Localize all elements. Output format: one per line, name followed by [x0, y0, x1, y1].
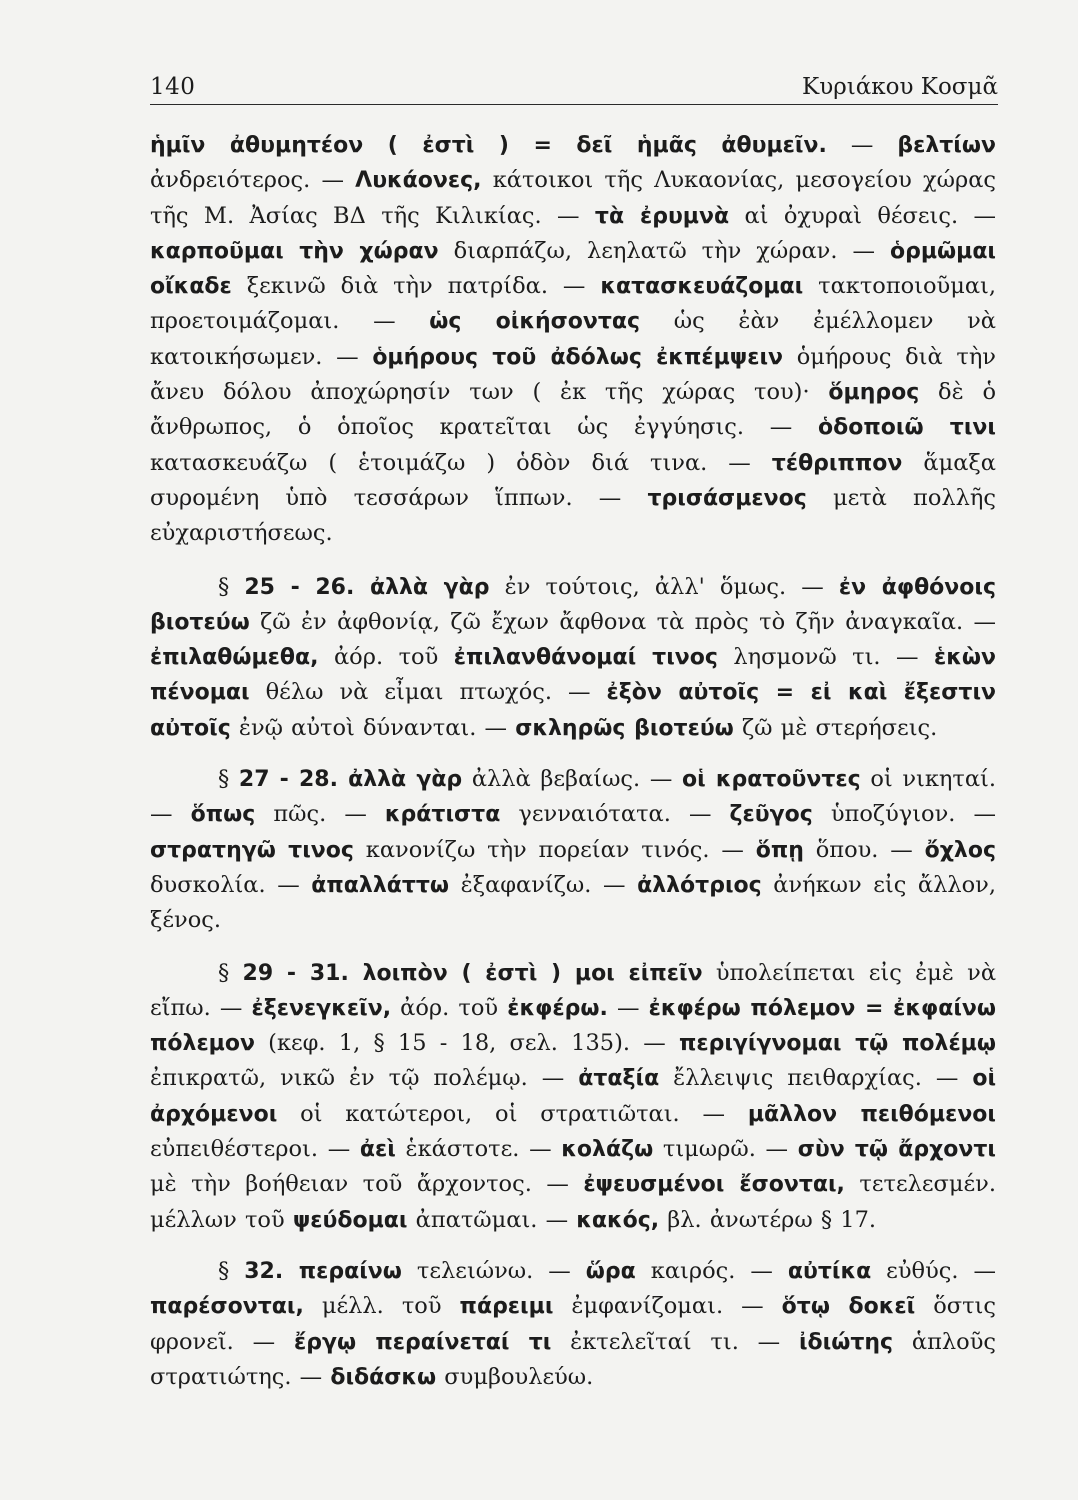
- gloss-text: ζῶ μὲ στερήσεις.: [733, 714, 938, 741]
- page-number: 140: [150, 74, 196, 100]
- gloss-text: μὲ τὴν βοήθειαν τοῦ ἄρχοντος. —: [150, 1171, 584, 1198]
- gloss-text: ἔλλειψις πειθαρχίας. —: [659, 1065, 973, 1092]
- gloss-text: θέλω νὰ εἶμαι πτωχός. —: [249, 679, 607, 706]
- lemma-term: οἱ κρατοῦντες: [682, 767, 861, 793]
- lemma-term: καρποῦμαι τὴν χώραν: [150, 238, 439, 264]
- lemma-term: ὅμηρος: [828, 380, 920, 406]
- gloss-text: ἀόρ. τοῦ: [318, 644, 454, 671]
- lemma-term: περιγίγνομαι τῷ πολέμῳ: [678, 1031, 996, 1057]
- lemma-term: ἑκὼν πένομαι: [150, 645, 997, 706]
- lemma-term: ἐκφέρω πόλεμον = ἐκφαίνω πόλεμον: [150, 995, 997, 1057]
- gloss-text: μέλλ. τοῦ: [303, 1293, 460, 1320]
- lemma-term: ὥρα: [585, 1258, 636, 1284]
- lemma-term: διδάσκω: [330, 1364, 437, 1390]
- gloss-text: ἀπατῶμαι. —: [407, 1206, 577, 1233]
- gloss-text: ἐξαφανίζω. —: [449, 871, 638, 898]
- lemma-term: ἐπιλαθώμεθα,: [150, 645, 319, 671]
- lemma-term: Λυκάονες,: [355, 168, 482, 194]
- lemma-term: πάρειμι: [459, 1294, 554, 1320]
- gloss-text: ἀλλὰ βεβαίως. —: [462, 766, 682, 793]
- gloss-text: μετὰ πολλῆς εὐχαριστήσεως.: [150, 484, 996, 547]
- lemma-term: 32. περαίνω: [244, 1258, 402, 1284]
- lemma-term: 27 - 28. ἀλλὰ γὰρ: [238, 767, 463, 793]
- lemma-term: ὄχλος: [924, 837, 996, 863]
- lemma-term: ἐξὸν αὐτοῖς = εἰ καὶ ἔξεστιν αὐτοῖς: [150, 680, 997, 741]
- gloss-text: δὲ ὁ ἄνθρωπος, ὁ ὁποῖος κρατεῖται ὡς ἐγγύησις. —: [150, 379, 996, 441]
- gloss-text: κανονίζω τὴν πορείαν τινός. —: [353, 836, 756, 863]
- lemma-term: μᾶλλον πειθόμενοι: [747, 1101, 996, 1127]
- gloss-text: ἀνήκων εἰς ἄλλον, ξένος.: [150, 871, 996, 934]
- gloss-text: ἀνδρειότερος. —: [150, 167, 356, 194]
- lemma-term: ὁμήρους τοῦ ἀδόλως ἐκπέμψειν: [372, 344, 784, 370]
- lemma-term: ἐπιλανθάνομαί τινος: [453, 645, 718, 671]
- lemma-term: κακός,: [576, 1207, 660, 1233]
- gloss-text: ἐκτελεῖταί τι. —: [551, 1328, 799, 1355]
- page-header: [150, 64, 998, 105]
- gloss-text: ξεκινῶ διὰ τὴν πατρίδα. —: [231, 273, 601, 300]
- gloss-text: ζῶ ἐν ἀφθονίᾳ, ζῶ ἔχων ἄφθονα τὰ πρὸς τὸ ζῆν ἀναγκαῖα. —: [249, 608, 996, 635]
- lemma-term: ὁδοποιῶ τινι: [818, 415, 996, 441]
- lemma-term: ἀπαλλάττω: [311, 872, 450, 898]
- lemma-term: τέθριππον: [771, 450, 903, 476]
- gloss-text: —: [607, 994, 649, 1021]
- gloss-text: λησμονῶ τι. —: [717, 644, 935, 671]
- gloss-text: ὅστις φρονεῖ. —: [150, 1293, 996, 1355]
- lemma-term: ὡς οἰκήσοντας: [429, 309, 641, 335]
- gloss-text: συμβουλεύω.: [436, 1363, 594, 1390]
- page-body: [150, 128, 996, 1395]
- gloss-text: ἐνῷ αὐτοὶ δύνανται. —: [230, 714, 516, 741]
- gloss-text: ὅπου. —: [803, 836, 925, 863]
- gloss-text: τιμωρῶ. —: [653, 1136, 798, 1163]
- gloss-text: καιρός. —: [635, 1257, 788, 1284]
- gloss-text: τακτοποιοῦμαι, προετοιμάζομαι. —: [150, 273, 996, 335]
- lemma-term: οἱ ἀρχόμενοι: [150, 1066, 997, 1127]
- lemma-term: σὺν τῷ ἄρχοντι: [797, 1137, 996, 1163]
- lemma-term: στρατηγῶ τινος: [150, 837, 354, 863]
- lemma-term: ἀταξία: [578, 1066, 660, 1092]
- lemma-term: τρισάσμενος: [647, 485, 807, 511]
- lemma-term: παρέσονται,: [150, 1294, 304, 1320]
- gloss-text: διαρπάζω, λεηλατῶ τὴν χώραν. —: [438, 237, 890, 264]
- gloss-text: (κεφ. 1, § 15 - 18, σελ. 135). —: [254, 1030, 679, 1057]
- lemma-term: αὐτίκα: [787, 1258, 872, 1284]
- gloss-text: §: [218, 573, 245, 600]
- gloss-text: §: [218, 959, 243, 986]
- lemma-term: ἀεὶ: [359, 1137, 396, 1163]
- lemma-term: ὅπῃ: [755, 837, 804, 863]
- gloss-text: ἀόρ. τοῦ: [391, 994, 508, 1021]
- gloss-text: —: [826, 132, 898, 158]
- gloss-text: ὁμήρους διὰ τὴν ἄνευ δόλου ἀποχώρησίν των ( ἐκ τῆς χώρας του)·: [150, 343, 996, 406]
- paragraph-section-25-26: [150, 570, 996, 746]
- gloss-text: ἐμφανίζομαι. —: [553, 1293, 782, 1320]
- gloss-text: ἐν τούτοις, ἀλλ' ὅμως. —: [489, 573, 839, 600]
- gloss-text: πῶς. —: [255, 801, 385, 828]
- lemma-term: βελτίων: [897, 133, 996, 158]
- lemma-term: ἐν ἀφθόνοις βιοτεύω: [150, 574, 997, 635]
- gloss-text: βλ. ἀνωτέρω § 17.: [659, 1206, 877, 1233]
- lemma-term: ὅπως: [190, 802, 256, 828]
- gloss-text: ἐπικρατῶ, νικῶ ἐν τῷ πολέμῳ. —: [150, 1065, 579, 1092]
- lemma-term: ἐξενεγκεῖν,: [251, 995, 392, 1021]
- gloss-text: ὑπολείπεται εἰς ἐμὲ νὰ εἴπω. —: [150, 959, 997, 1021]
- lemma-term: ἰδιώτης: [798, 1329, 894, 1355]
- gloss-text: οἱ νικηταί. —: [150, 766, 997, 828]
- paragraph-section-29-31: [150, 956, 996, 1238]
- lemma-term: ἔργῳ περαίνεταί τι: [293, 1329, 552, 1355]
- gloss-text: ἁπλοῦς στρατιώτης. —: [150, 1328, 996, 1390]
- lemma-term: τὰ ἐρυμνὰ: [594, 203, 730, 229]
- lemma-term: ὁρμῶμαι οἴκαδε: [150, 238, 996, 300]
- lemma-term: ἐκφέρω.: [507, 995, 608, 1021]
- lemma-term: 25 - 26. ἀλλὰ γὰρ: [244, 574, 490, 600]
- gloss-text: ἑκάστοτε. —: [395, 1136, 562, 1163]
- gloss-text: εὐθύς. —: [871, 1257, 996, 1284]
- gloss-text: κάτοικοι τῆς Λυκαονίας, μεσογείου χώρας τῆς Μ. Ἀσίας ΒΔ τῆς Κιλικίας. —: [150, 167, 996, 229]
- paragraph-section-27-28: [150, 762, 996, 938]
- paragraph-section-32: [150, 1254, 996, 1395]
- gloss-text: δυσκολία. —: [150, 871, 312, 898]
- gloss-text: τελειώνω. —: [401, 1257, 586, 1284]
- gloss-text: ὡς ἐὰν ἐμέλλομεν νὰ κατοικήσωμεν. —: [150, 308, 996, 370]
- running-head: Κυριάκου Κοσμᾶ: [802, 74, 998, 100]
- gloss-text: §: [218, 1257, 245, 1284]
- lemma-term: σκληρῶς βιοτεύω: [515, 715, 734, 741]
- gloss-text: ὑποζύγιον. —: [812, 801, 996, 828]
- lemma-term: ἀλλότριος: [637, 872, 762, 898]
- gloss-text: γενναιότατα. —: [500, 801, 730, 828]
- gloss-text: οἱ κατώτεροι, οἱ στρατιῶται. —: [277, 1100, 748, 1127]
- lemma-term: κατασκευάζομαι: [600, 274, 804, 300]
- lemma-term: ἡμῖν ἀθυμητέον ( ἐστὶ ) = δεῖ ἡμᾶς ἀθυμεῖν.: [150, 133, 827, 158]
- gloss-text: ἅμαξα συρομένη ὑπὸ τεσσάρων ἵππων. —: [150, 449, 996, 511]
- gloss-text: αἱ ὀχυραὶ θέσεις. —: [729, 202, 997, 229]
- lemma-term: 29 - 31. λοιπὸν ( ἐστὶ ) μοι εἰπεῖν: [242, 960, 703, 986]
- lemma-term: κράτιστα: [384, 802, 501, 828]
- lemma-term: ἐψευσμένοι ἔσονται,: [583, 1172, 845, 1198]
- gloss-text: τετελεσμέν. μέλλων τοῦ: [150, 1171, 996, 1233]
- gloss-text: §: [218, 766, 239, 793]
- paragraph-commentary-intro: [150, 128, 996, 552]
- lemma-term: ζεῦγος: [729, 802, 813, 828]
- lemma-term: κολάζω: [561, 1137, 654, 1163]
- gloss-text: εὐπειθέστεροι. —: [150, 1136, 360, 1163]
- gloss-text: κατασκευάζω ( ἑτοιμάζω ) ὁδὸν διά τινα. —: [150, 449, 772, 476]
- lemma-term: ψεύδομαι: [292, 1207, 408, 1233]
- lemma-term: ὅτῳ δοκεῖ: [781, 1294, 916, 1320]
